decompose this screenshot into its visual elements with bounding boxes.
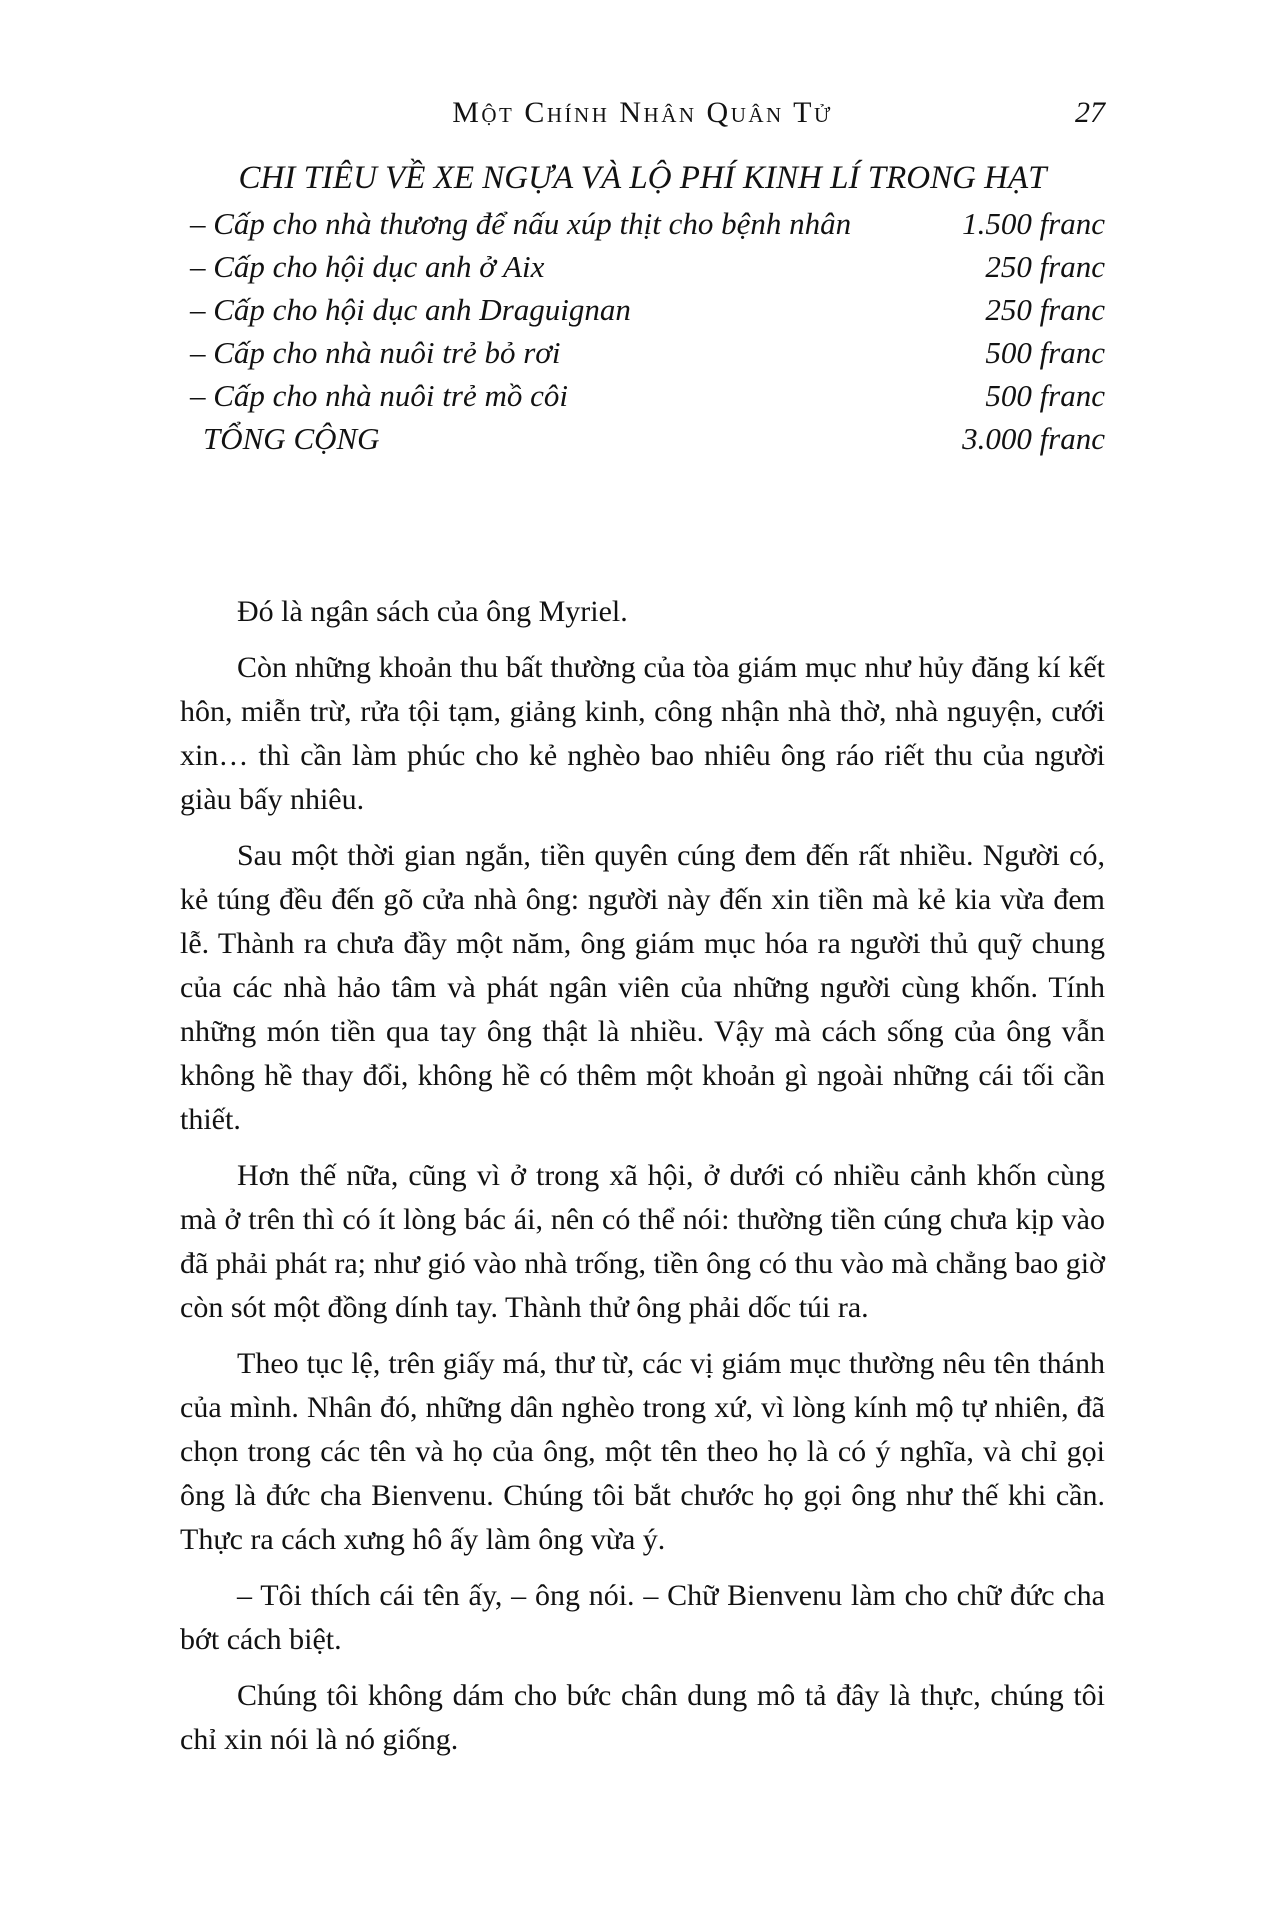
budget-item-amount: 1.500 franc (962, 206, 1105, 241)
budget-item-row (180, 374, 1105, 417)
paragraph: Sau một thời gian ngắn, tiền quyên cúng đem đến rất nhiều. Người có, kẻ túng đều đến gõ cửa nhà ông: người này đến xin tiền mà kẻ kia vừa đem lễ. Thành ra chưa đầy một năm, ông giám mục hóa ra người thủ quỹ chung của các nhà hảo tâm và phát ngân viên của những người cùng khốn. Tính những món tiền qua tay ông thật là nhiều. Vậy mà cách sống của ông vẫn không hề thay đổi, không hề có thêm một khoản gì ngoài những cái tối cần thiết. (180, 839, 1105, 1136)
budget-item-amount: 500 franc (985, 335, 1105, 370)
paragraph: – Tôi thích cái tên ấy, – ông nói. – Chữ Bienvenu làm cho chữ đức cha bớt cách biệt. (180, 1579, 1105, 1656)
paragraph: Theo tục lệ, trên giấy má, thư từ, các vị giám mục thường nêu tên thánh của mình. Nhân đó, những dân nghèo trong xứ, vì lòng kính mộ tự nhiên, đã chọn trong các tên và họ của ông, một tên theo họ là có ý nghĩa, và chỉ gọi ông là đức cha Bienvenu. Chúng tôi bắt chước họ gọi ông như thế khi cần. Thực ra cách xưng hô ấy làm ông vừa ý. (180, 1347, 1105, 1556)
budget-item-label: – Cấp cho nhà nuôi trẻ bỏ rơi (190, 335, 561, 370)
budget-total-amount: 3.000 franc (962, 421, 1105, 456)
budget-total-row (180, 417, 1105, 460)
budget-item-amount: 250 franc (985, 292, 1105, 327)
budget-section (180, 154, 1105, 460)
paragraph: Chúng tôi không dám cho bức chân dung mô tả đây là thực, chúng tôi chỉ xin nói là nó giống. (180, 1679, 1105, 1756)
budget-item-label: – Cấp cho nhà thương để nấu xúp thịt cho bệnh nhân (190, 206, 852, 241)
chapter-running-title: Một Chính Nhân Quân Tử (452, 96, 833, 129)
budget-item-row (180, 245, 1105, 288)
budget-item-row (180, 202, 1105, 245)
budget-item-label: – Cấp cho nhà nuôi trẻ mồ côi (190, 378, 568, 413)
budget-item-label: – Cấp cho hội dục anh Draguignan (190, 292, 631, 327)
budget-item-row (180, 331, 1105, 374)
paragraph: Đó là ngân sách của ông Myriel. (237, 595, 628, 628)
budget-item-row (180, 288, 1105, 331)
paragraph: Hơn thế nữa, cũng vì ở trong xã hội, ở dưới có nhiều cảnh khốn cùng mà ở trên thì có ít lòng bác ái, nên có thể nói: thường tiền cúng chưa kịp vào đã phải phát ra; như gió vào nhà trống, tiền ông có thu vào mà chẳng bao giờ còn sót một đồng dính tay. Thành thử ông phải dốc túi ra. (180, 1159, 1105, 1324)
budget-total-label: TỔNG CỘNG (203, 421, 380, 456)
budget-item-amount: 500 franc (985, 378, 1105, 413)
running-header (180, 96, 1105, 130)
body-paragraphs (180, 590, 1105, 1762)
budget-list (180, 202, 1105, 417)
budget-item-label: – Cấp cho hội dục anh ở Aix (190, 249, 545, 284)
page-number: 27 (1075, 96, 1105, 129)
budget-title: CHI TIÊU VỀ XE NGỰA VÀ LỘ PHÍ KINH LÍ TRONG HẠT (238, 160, 1047, 196)
budget-item-amount: 250 franc (985, 249, 1105, 284)
paragraph: Còn những khoản thu bất thường của tòa giám mục như hủy đăng kí kết hôn, miễn trừ, rửa tội tạm, giảng kinh, công nhận nhà thờ, nhà nguyện, cưới xin… thì cần làm phúc cho kẻ nghèo bao nhiêu ông ráo riết thu của người giàu bấy nhiêu. (180, 651, 1105, 816)
